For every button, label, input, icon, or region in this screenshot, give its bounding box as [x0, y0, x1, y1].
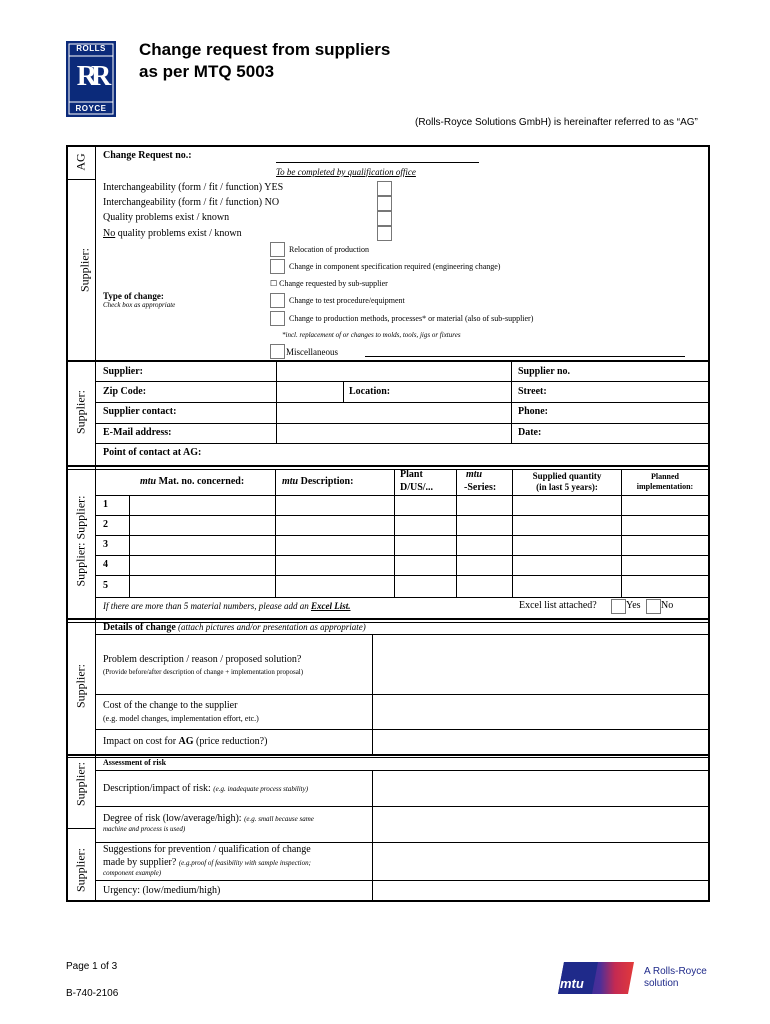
supplier-field[interactable] — [278, 362, 509, 380]
cost-field[interactable] — [374, 696, 707, 728]
impact-field[interactable] — [374, 731, 707, 753]
location-label: Location: — [349, 386, 391, 397]
option-relocation-checkbox[interactable] — [270, 242, 285, 257]
prevention-text-2: made by supplier? — [103, 857, 177, 868]
row-number: 4 — [103, 559, 108, 570]
excel-attached-label: Excel list attached? — [519, 600, 597, 611]
details-title-text: Details of change — [103, 622, 176, 633]
risk-degree-hint-1: (e.g. small because same — [244, 815, 314, 823]
no-underlined: No — [103, 228, 116, 239]
supplier-contact-field[interactable] — [278, 404, 509, 422]
side-label-supplier-1: Supplier: — [77, 248, 92, 292]
details-title-hint: (attach pictures and/or presentation as appropriate) — [178, 622, 366, 632]
option-misc-checkbox[interactable] — [270, 344, 285, 359]
logo-monogram: RR — [76, 61, 106, 92]
impact-pre: Impact on cost for — [103, 736, 179, 747]
excel-list-link[interactable]: Excel List. — [310, 601, 351, 611]
description-text: Description: — [298, 476, 354, 487]
cost-hint: (e.g. model changes, implementation effort, etc.) — [103, 714, 259, 723]
option-component-spec-label: Change in component specification required (engineering change) — [289, 262, 501, 271]
rolls-royce-logo — [66, 41, 116, 117]
date-label: Date: — [518, 427, 542, 438]
mtu-prefix: mtu — [282, 476, 299, 487]
impact-label — [103, 736, 267, 747]
mtu-logo-text: mtu — [560, 976, 584, 991]
check-interchangeable-no-label: Interchangeability (form / fit / function) NO — [103, 197, 280, 208]
risk-degree-text: Degree of risk (low/average/high): — [103, 813, 242, 824]
side-label-supplier-2: Supplier: — [73, 390, 88, 434]
excel-attached-no-label: No — [661, 600, 674, 611]
check-no-quality-problems[interactable] — [377, 226, 392, 241]
check-no-quality-problems-label — [103, 228, 242, 239]
mtu-logo — [556, 960, 636, 996]
street-label: Street: — [518, 386, 547, 397]
risk-degree-label — [103, 813, 314, 824]
risk-title: Assessment of risk — [103, 758, 167, 767]
impact-ag: AG — [178, 736, 194, 747]
check-interchangeable-yes[interactable] — [377, 181, 392, 196]
tagline-1: A Rolls-Royce — [644, 966, 707, 977]
header-impl-2: implementation: — [636, 482, 694, 491]
cost-label: Cost of the change to the supplier — [103, 700, 238, 711]
risk-description-field[interactable] — [374, 772, 707, 805]
type-of-change-hint: Check box as appropriate — [103, 301, 176, 309]
option-sub-supplier[interactable]: ☐ Change requested by sub-supplier — [270, 279, 388, 288]
prevention-hint-1: (e.g.proof of feasibility with sample inspection; — [178, 859, 311, 867]
page-title-line2: as per MTQ 5003 — [139, 62, 275, 81]
excel-attached-no-checkbox[interactable] — [646, 599, 661, 614]
risk-degree-hint-2: machine and process is used) — [103, 825, 186, 833]
supplier-label: Supplier: — [103, 366, 144, 377]
header-description — [282, 476, 353, 487]
prevention-hint-2: component example) — [103, 869, 162, 877]
type-footnote: *incl. replacement of or changes to molds, tools, jigs or fixtures — [282, 331, 461, 339]
header-qty-1: Supplied quantity — [532, 471, 602, 481]
excel-note-text: If there are more than 5 material numbers, please add an — [103, 601, 311, 611]
no-quality-rest: quality problems exist / known — [115, 228, 242, 239]
side-label-supplier-5: Supplier: — [73, 762, 88, 806]
check-interchangeable-yes-label: Interchangeability (form / fit / function) YES — [103, 182, 284, 193]
change-request-label: Change Request no.: — [103, 150, 192, 161]
change-request-note: To be completed by qualification office — [276, 167, 416, 177]
supplier-contact-label: Supplier contact: — [103, 406, 177, 417]
side-label-ag: AG — [73, 153, 88, 171]
urgency-label: Urgency: (low/medium/high) — [103, 885, 221, 896]
header-plant-2: D/US/... — [400, 482, 434, 493]
logo-bottom-text: ROYCE — [75, 104, 107, 113]
excel-note — [103, 601, 350, 611]
excel-attached-yes-label: Yes — [626, 600, 641, 611]
email-label: E-Mail address: — [103, 427, 172, 438]
urgency-field[interactable] — [374, 882, 707, 899]
option-misc-label: Miscellaneous — [286, 347, 338, 357]
header-plant-1: Plant — [400, 469, 423, 480]
option-component-spec-checkbox[interactable] — [270, 259, 285, 274]
problem-hint: (Provide before/after description of change + implementation proposal) — [103, 668, 304, 676]
option-test-procedure-label: Change to test procedure/equipment — [289, 296, 405, 305]
risk-desc-hint: (e.g. inadequate process stability) — [213, 785, 309, 793]
ag-reference-note: (Rolls-Royce Solutions GmbH) is hereinafter referred to as “AG” — [415, 117, 698, 128]
prevention-label-2 — [103, 857, 311, 868]
logo-top-text: ROLLS — [76, 44, 106, 53]
supplier-no-label: Supplier no. — [518, 366, 571, 377]
excel-attached-yes-checkbox[interactable] — [611, 599, 626, 614]
email-field[interactable] — [278, 425, 509, 442]
check-interchangeable-no[interactable] — [377, 196, 392, 211]
side-label-supplier-6: Supplier: — [73, 848, 88, 892]
prevention-field[interactable] — [374, 844, 707, 879]
row-number: 1 — [103, 499, 108, 510]
zip-code-label: Zip Code: — [103, 386, 147, 397]
risk-description-label — [103, 783, 308, 794]
check-quality-problems[interactable] — [377, 211, 392, 226]
option-test-procedure-checkbox[interactable] — [270, 293, 285, 308]
option-relocation-label: Relocation of production — [289, 245, 369, 254]
prevention-label-1: Suggestions for prevention / qualification of change — [103, 844, 311, 855]
zip-code-field[interactable] — [278, 383, 342, 401]
row-number: 2 — [103, 519, 108, 530]
side-label-supplier-4: Supplier: — [73, 664, 88, 708]
risk-desc-text: Description/impact of risk: — [103, 783, 211, 794]
header-series-1: mtu — [466, 469, 483, 480]
header-series-2: -Series: — [464, 482, 497, 493]
risk-degree-field[interactable] — [374, 808, 707, 841]
phone-label: Phone: — [518, 406, 548, 417]
tagline-2: solution — [644, 978, 679, 989]
impact-post: (price reduction?) — [193, 736, 268, 747]
problem-field[interactable] — [374, 636, 707, 693]
page-number: Page 1 of 3 — [66, 961, 118, 972]
header-mat-no — [140, 476, 244, 487]
mat-no-text: Mat. no. concerned: — [156, 476, 245, 487]
side-label-supplier-3: Supplier: Supplier: — [73, 495, 88, 587]
page-title-line1: Change request from suppliers — [139, 40, 391, 59]
problem-label: Problem description / reason / proposed solution? — [103, 654, 302, 665]
row-number: 5 — [103, 580, 108, 591]
header-impl-1: Planned — [650, 472, 679, 481]
point-of-contact-label: Point of contact at AG: — [103, 447, 202, 458]
type-of-change-label: Type of change: — [103, 291, 164, 301]
header-qty-2: (in last 5 years): — [536, 482, 598, 492]
option-production-methods-label: Change to production methods, processes* or material (also of sub-supplier) — [289, 314, 534, 323]
check-quality-problems-label: Quality problems exist / known — [103, 212, 230, 223]
document-number: B-740-2106 — [66, 988, 119, 999]
misc-line — [365, 356, 685, 357]
option-production-methods-checkbox[interactable] — [270, 311, 285, 326]
details-title — [103, 622, 366, 633]
row-number: 3 — [103, 539, 108, 550]
mtu-prefix: mtu — [140, 476, 157, 487]
change-request-line — [276, 162, 479, 163]
